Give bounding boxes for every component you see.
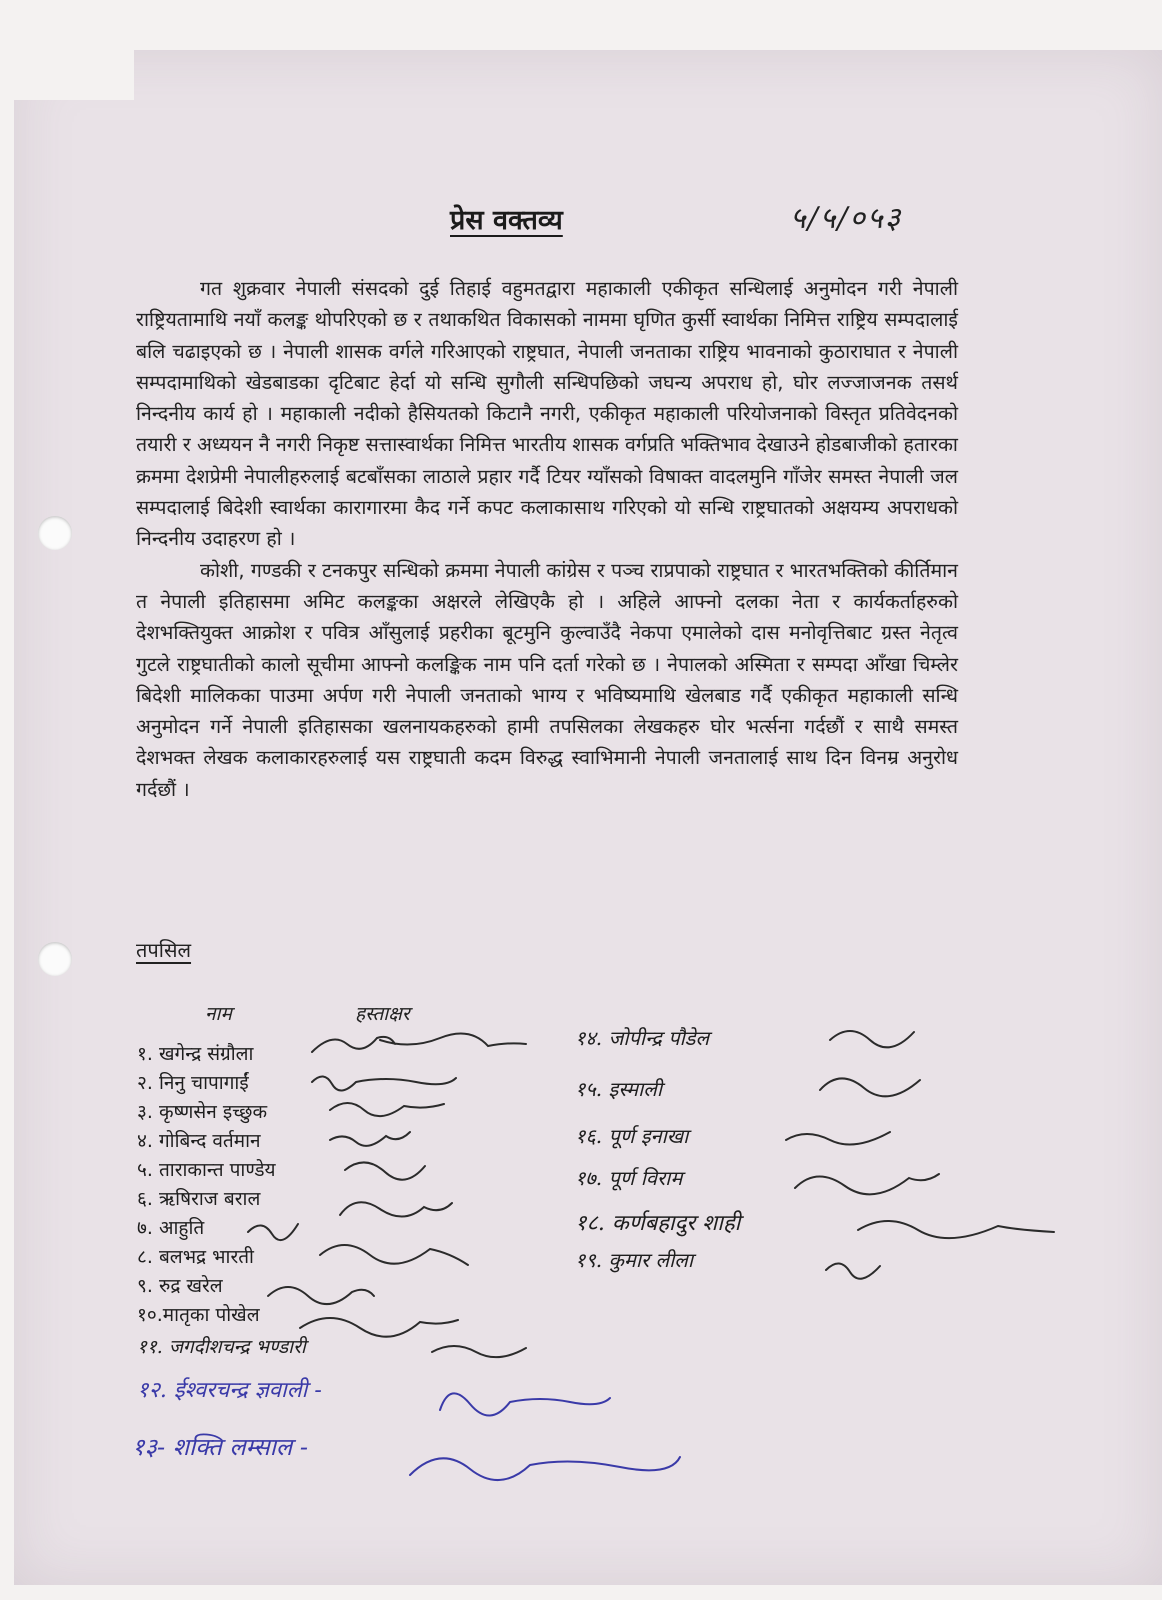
signatory-name: ४. गोबिन्द वर्तमान bbox=[137, 1130, 261, 1152]
signature-mark bbox=[795, 1174, 939, 1194]
signatory-name: १५. इस्माली bbox=[575, 1077, 662, 1101]
signature-mark bbox=[330, 1132, 410, 1146]
signature-mark bbox=[440, 1393, 610, 1415]
signatory-name: १२. ईश्वरचन्द्र ज्ञवाली - bbox=[137, 1378, 322, 1403]
signature-mark bbox=[345, 1162, 425, 1179]
signatory-name: ७. आहुति bbox=[137, 1217, 205, 1239]
signatory-name: ११. जगदीशचन्द्र भण्डारी bbox=[137, 1336, 306, 1358]
signature-mark bbox=[820, 1078, 920, 1096]
signatory-name: ९. रुद्र खरेल bbox=[137, 1275, 223, 1297]
signature-mark bbox=[830, 1031, 914, 1047]
signatory-name: १६. पूर्ण इनाखा bbox=[575, 1124, 689, 1148]
paragraph-1: गत शुक्रवार नेपाली संसदको दुई तिहाई वहुमतद्वारा महाकाली एकीकृत सन्धिलाई अनुमोदन गरी नेपाली राष्ट्रियतामाथि नयाँ कलङ्क थोपरिएको छ र तथाकथित विकासको नाममा घृणित कुर्सी स्वार्थका निमित्त राष्ट्रिय सम्पदालाई बलि चढाइएको छ । नेपाली शासक वर्गले गरिआएको राष्ट्रघात, नेपाली जनताका राष्ट्रिय भावनाको कुठाराघात र नेपाली सम्पदामाथिको खेडबाडका दृटिबाट हेर्दा यो सन्धि सुगौली सन्धिपछिको जघन्य अपराध हो, घोर लज्जाजनक तसर्थ निन्दनीय कार्य हो । महाकाली नदीको हैसियतको किटानै नगरी, एकीकृत महाकाली परियोजनाको विस्तृत प्रतिवेदनको तयारी र अध्ययन नै नगरी निकृष्ट सत्तास्वार्थका निमित्त भारतीय शासक वर्गप्रति भक्तिभाव देखाउने होडबाजीको हतारका क्रममा देशप्रेमी नेपालीहरुलाई बटबाँसका लाठाले प्रहार गर्दै टियर ग्याँसको विषाक्त वादलमुनि गाँजेर समस्त नेपाली जल सम्पदालाई बिदेशी स्वार्थका कारागारमा कैद गर्ने कपट कलाकासाथ गरिएको यो सन्धि राष्ट्रघातको अक्षयम्य अपराधको निन्दनीय उदाहरण हो । bbox=[136, 277, 958, 551]
signatory-name: ६. ऋषिराज बराल bbox=[137, 1188, 261, 1210]
signature-mark bbox=[300, 1318, 458, 1337]
signature-mark bbox=[330, 1103, 444, 1116]
signature-mark bbox=[858, 1221, 1054, 1238]
signature-column-header: हस्ताक्षर bbox=[355, 1003, 410, 1025]
signatory-name: १३- शक्ति लम्साल - bbox=[132, 1433, 308, 1461]
signature-mark bbox=[432, 1346, 526, 1357]
signatory-name: १०.मातृका पोखेल bbox=[137, 1304, 260, 1326]
signature-mark bbox=[340, 1202, 452, 1216]
document-title: प्रेस वक्तव्य bbox=[450, 205, 563, 236]
signatory-name: ३. कृष्णसेन इच्छुक bbox=[137, 1101, 268, 1123]
signature-mark bbox=[248, 1224, 298, 1240]
signature-mark bbox=[268, 1287, 374, 1304]
signature-mark bbox=[320, 1245, 468, 1265]
signatory-name: ५. ताराकान्त पाण्डेय bbox=[137, 1159, 276, 1181]
signatory-name: १८. कर्णबहादुर शाही bbox=[575, 1211, 741, 1236]
signature-mark bbox=[826, 1263, 880, 1278]
annex-heading: तपसिल bbox=[136, 938, 192, 962]
signature-mark bbox=[312, 1076, 456, 1090]
signatory-name: २. निनु चापागाईं bbox=[137, 1072, 249, 1094]
signatory-name: १४. जोपीन्द्र पौडेल bbox=[575, 1026, 710, 1050]
signature-mark bbox=[410, 1457, 680, 1480]
signatory-name: ८. बलभद्र भारती bbox=[137, 1246, 254, 1268]
signature-mark bbox=[312, 1034, 526, 1053]
signatory-name: १७. पूर्ण विराम bbox=[575, 1166, 683, 1190]
paragraph-2: कोशी, गण्डकी र टनकपुर सन्धिको क्रममा नेपाली कांग्रेस र पञ्च राप्रपाको राष्ट्रघात र भारतभक्तिको कीर्तिमान त नेपाली इतिहासमा अमिट कलङ्कका अक्षरले लेखिएकै हो । अहिले आफ्नो दलका नेता र कार्यकर्ताहरुको देशभक्तियुक्त आक्रोश र पवित्र आँसुलाई प्रहरीका बूटमुनि कुल्वाउँदै नेकपा एमालेको दास मनोवृत्तिबाट ग्रस्त नेतृत्व गुटले राष्ट्रघातीको कालो सूचीमा आफ्नो कलङ्किक नाम पनि दर्ता गरेको छ । नेपालको अस्मिता र सम्पदा आँखा चिम्लेर बिदेशी मालिकका पाउमा अर्पण गरी नेपाली जनताको भाग्य र भविष्यमाथि खेलबाड गर्दै एकीकृत महाकाली सन्धि अनुमोदन गर्ने नेपाली इतिहासका खलनायकहरुको हामी तपसिलका लेखकहरु घोर भर्त्सना गर्दछौं र साथै समस्त देशभक्त लेखक कलाकारहरुलाई यस राष्ट्रघाती कदम विरुद्ध स्वाभिमानी नेपाली जनतालाई साथ दिन विनम्र अनुरोध गर्दछौं । bbox=[136, 558, 958, 801]
signature-mark bbox=[786, 1132, 890, 1145]
signatory-name: १. खगेन्द्र संग्रौला bbox=[137, 1043, 254, 1065]
handwritten-date: ५/५/०५३ bbox=[790, 201, 903, 236]
signatory-name: १९. कुमार लीला bbox=[575, 1248, 694, 1272]
name-column-header: नाम bbox=[205, 1003, 232, 1025]
